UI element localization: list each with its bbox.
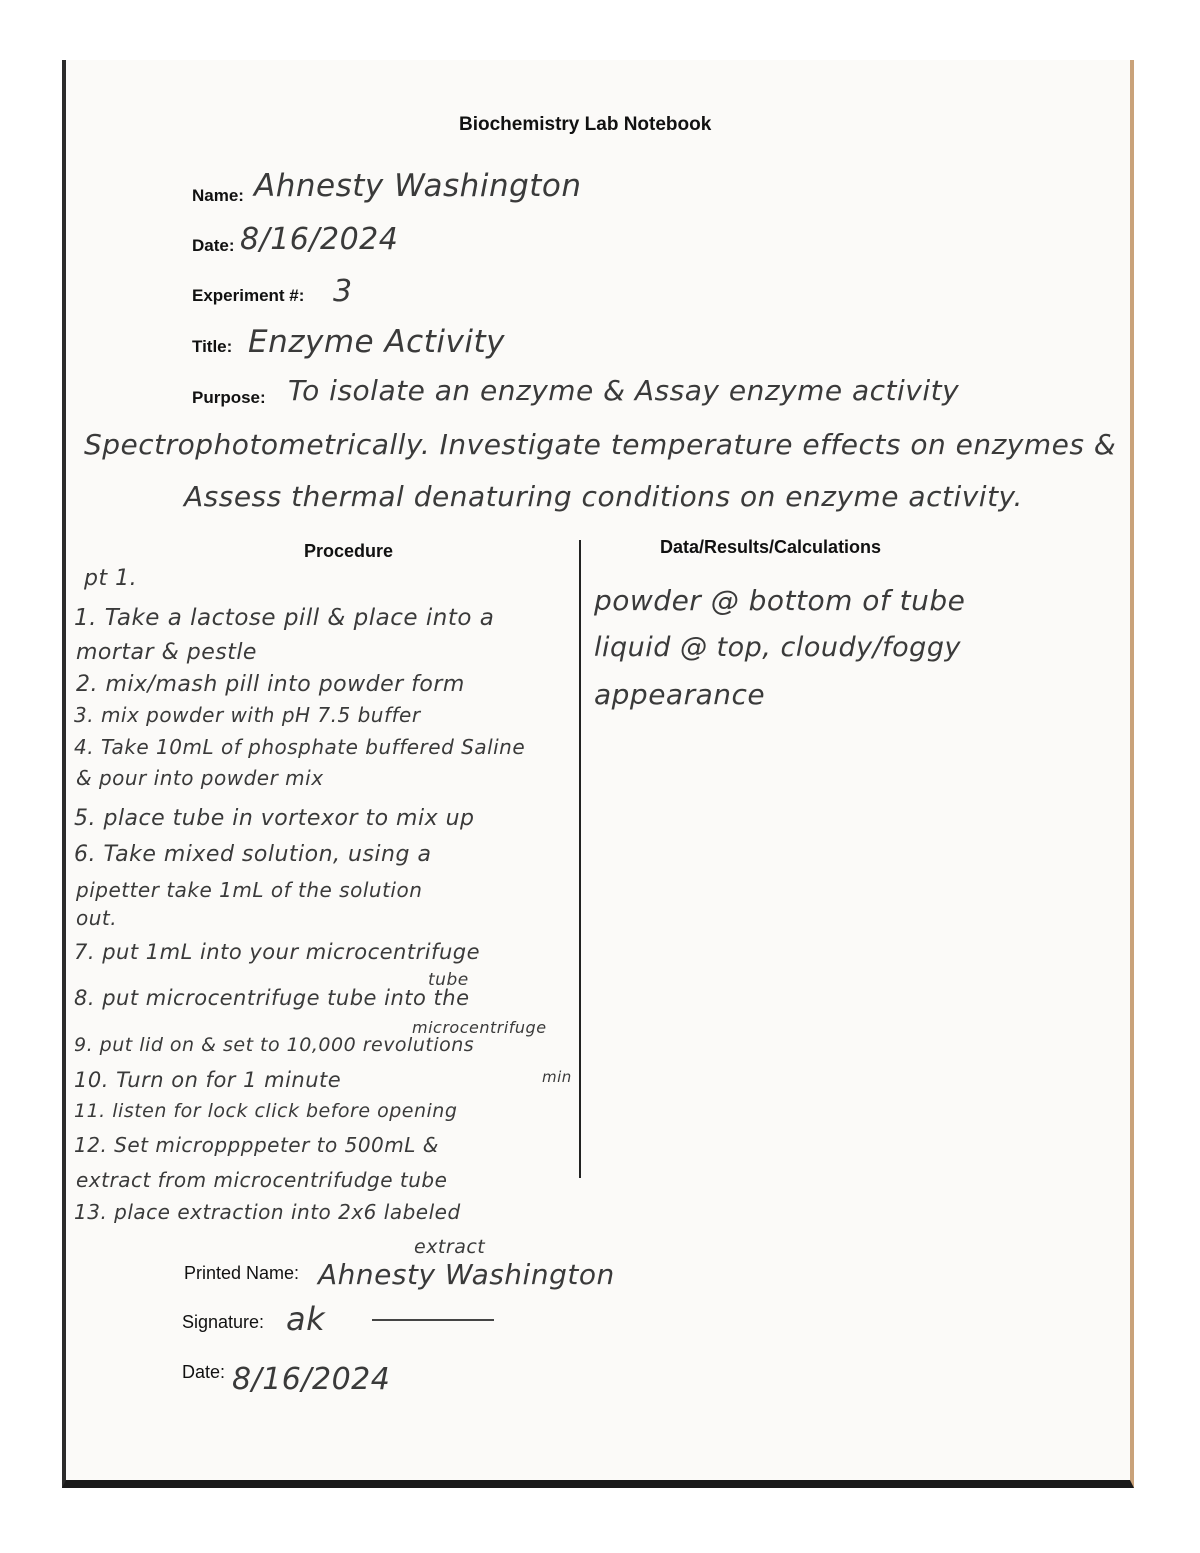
printed-name-value: Ahnesty Washington xyxy=(318,1258,615,1291)
procedure-line: 2. mix/mash pill into powder form xyxy=(76,672,465,697)
procedure-line: min xyxy=(542,1068,572,1086)
procedure-line: pipetter take 1mL of the solution xyxy=(76,878,423,902)
procedure-line: 6. Take mixed solution, using a xyxy=(74,842,432,867)
procedure-line: extract from microcentrifudge tube xyxy=(76,1168,448,1192)
signature-line xyxy=(372,1319,494,1321)
title-label: Title: xyxy=(192,337,233,356)
procedure-heading: Procedure xyxy=(304,541,394,561)
purpose-label: Purpose: xyxy=(192,388,266,407)
procedure-line: 1. Take a lactose pill & place into a xyxy=(74,605,495,631)
procedure-line: out. xyxy=(76,906,118,930)
column-divider xyxy=(579,540,581,1178)
date-label: Date: xyxy=(192,236,235,255)
procedure-line: microcentrifuge xyxy=(412,1018,547,1037)
procedure-line: mortar & pestle xyxy=(76,640,257,665)
title-value: Enzyme Activity xyxy=(248,324,505,360)
procedure-line: 9. put lid on & set to 10,000 revolutions xyxy=(74,1034,475,1056)
results-heading: Data/Results/Calculations xyxy=(660,537,882,557)
signature-value: ak xyxy=(286,1300,326,1338)
name-label: Name: xyxy=(192,186,244,205)
procedure-line: extract xyxy=(414,1236,486,1258)
footer-date-value: 8/16/2024 xyxy=(232,1362,391,1397)
experiment-label: Experiment #: xyxy=(192,286,305,305)
purpose-line: To isolate an enzyme & Assay enzyme activity xyxy=(288,374,960,407)
procedure-line: 7. put 1mL into your microcentrifuge xyxy=(74,940,480,964)
purpose-line: Assess thermal denaturing conditions on enzyme activity. xyxy=(184,480,1023,513)
results-line: powder @ bottom of tube xyxy=(594,584,966,617)
procedure-line: 11. listen for lock click before opening xyxy=(74,1100,458,1122)
footer-date-label: Date: xyxy=(182,1362,226,1382)
signature-label: Signature: xyxy=(182,1312,265,1332)
procedure-line: 10. Turn on for 1 minute xyxy=(74,1068,342,1092)
printed-name-label: Printed Name: xyxy=(184,1263,300,1283)
results-line: liquid @ top, cloudy/foggy xyxy=(594,632,961,663)
results-line: appearance xyxy=(594,678,766,711)
procedure-line: 5. place tube in vortexor to mix up xyxy=(74,806,475,831)
procedure-line: 12. Set microppppeter to 500mL & xyxy=(74,1133,439,1157)
procedure-line: pt 1. xyxy=(84,566,138,591)
procedure-line: 13. place extraction into 2x6 labeled xyxy=(74,1200,461,1224)
procedure-line: 4. Take 10mL of phosphate buffered Saline xyxy=(74,735,526,759)
procedure-line: 8. put microcentrifuge tube into the xyxy=(74,986,470,1010)
date-value: 8/16/2024 xyxy=(240,222,399,257)
procedure-line: tube xyxy=(428,970,469,990)
page-title: Biochemistry Lab Notebook xyxy=(459,114,712,135)
name-value: Ahnesty Washington xyxy=(254,168,582,204)
experiment-value: 3 xyxy=(333,274,353,309)
procedure-line: 3. mix powder with pH 7.5 buffer xyxy=(74,703,421,727)
procedure-line: & pour into powder mix xyxy=(76,766,324,790)
purpose-line: Spectrophotometrically. Investigate temperature effects on enzymes & xyxy=(84,428,1117,461)
